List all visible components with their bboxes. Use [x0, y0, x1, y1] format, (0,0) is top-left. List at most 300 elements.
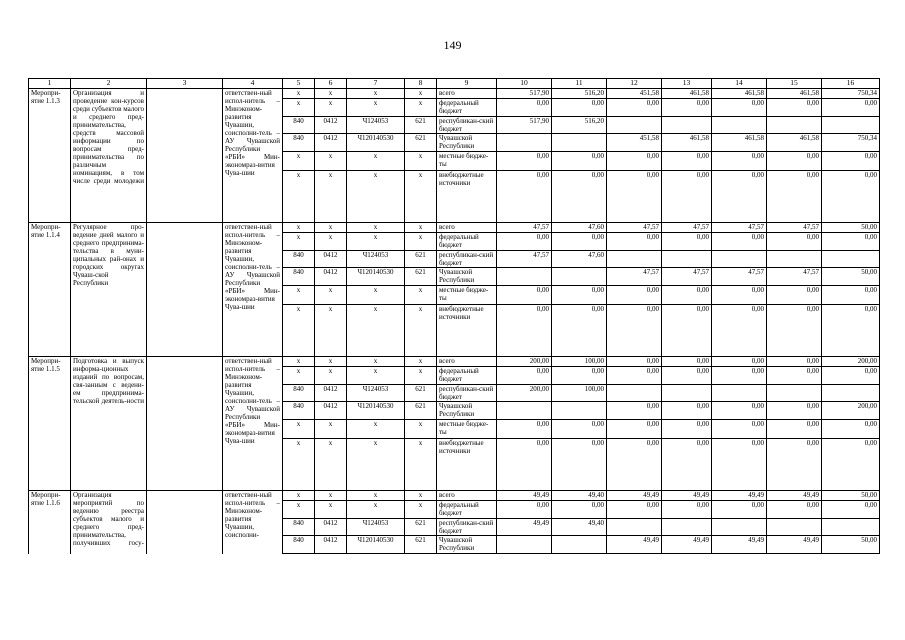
header-row — [29, 79, 880, 89]
amount-cell — [552, 536, 607, 554]
amount-cell — [607, 385, 662, 402]
code-cell: x — [283, 152, 315, 171]
amount-cell: 49,49 — [497, 491, 552, 501]
code-cell: x — [405, 367, 437, 385]
amount-cell: 0,00 — [607, 152, 662, 171]
amount-cell — [712, 117, 767, 134]
amount-cell: 0,00 — [497, 420, 552, 439]
amount-cell: 0,00 — [767, 305, 822, 357]
executor-cell: ответствен-ный испол-нитель – Минэконом-развития Чувашии, соисполни-тель – АУ Чувашской Республики «РБИ» Мин-экономраз-вития Чува-шии — [223, 223, 283, 357]
activity-code: Меропри-ятие 1.1.3 — [29, 89, 71, 223]
activity-code: Меропри-ятие 1.1.4 — [29, 223, 71, 357]
code-cell: 621 — [405, 385, 437, 402]
amount-cell — [662, 251, 712, 268]
amount-cell: 47,57 — [662, 268, 712, 286]
budget-source: федеральный бюджет — [437, 367, 497, 385]
amount-cell: 0,00 — [822, 420, 880, 439]
amount-cell: 49,49 — [607, 536, 662, 554]
amount-cell: 47,57 — [662, 223, 712, 233]
code-cell: 0412 — [315, 268, 347, 286]
budget-source: всего — [437, 491, 497, 501]
budget-source: Чувашской Республики — [437, 536, 497, 554]
code-cell: x — [283, 305, 315, 357]
executor-cell: ответствен-ный испол-нитель – Минэконом-развития Чувашии, соисполни- — [223, 491, 283, 554]
amount-cell: 0,00 — [607, 305, 662, 357]
amount-cell: 0,00 — [822, 171, 880, 223]
empty-cell — [147, 223, 223, 357]
amount-cell: 461,58 — [712, 89, 767, 99]
amount-cell: 516,20 — [552, 89, 607, 99]
amount-cell: 0,00 — [822, 305, 880, 357]
amount-cell: 49,40 — [552, 491, 607, 501]
activity-code: Меропри-ятие 1.1.6 — [29, 491, 71, 554]
code-cell: x — [315, 286, 347, 305]
amount-cell: 0,00 — [662, 305, 712, 357]
amount-cell: 0,00 — [607, 233, 662, 251]
code-cell: Ч120140530 — [347, 536, 405, 554]
code-cell: x — [405, 491, 437, 501]
amount-cell: 451,58 — [607, 134, 662, 152]
amount-cell — [607, 117, 662, 134]
amount-cell: 0,00 — [497, 233, 552, 251]
amount-cell: 0,00 — [497, 286, 552, 305]
code-cell: x — [283, 420, 315, 439]
amount-cell: 47,57 — [767, 223, 822, 233]
code-cell: x — [283, 171, 315, 223]
amount-cell: 0,00 — [767, 171, 822, 223]
amount-cell: 0,00 — [712, 286, 767, 305]
amount-cell: 0,00 — [767, 286, 822, 305]
amount-cell — [497, 402, 552, 420]
amount-cell — [767, 519, 822, 536]
amount-cell: 0,00 — [497, 305, 552, 357]
code-cell: x — [405, 99, 437, 117]
code-cell: x — [283, 357, 315, 367]
amount-cell: 0,00 — [607, 420, 662, 439]
col-header: 13 — [662, 79, 712, 89]
code-cell: x — [347, 152, 405, 171]
amount-cell: 750,34 — [822, 134, 880, 152]
code-cell: 621 — [405, 268, 437, 286]
code-cell: x — [405, 152, 437, 171]
code-cell: x — [283, 223, 315, 233]
amount-cell: 0,00 — [712, 439, 767, 491]
amount-cell: 0,00 — [662, 152, 712, 171]
amount-cell: 0,00 — [497, 501, 552, 519]
code-cell: 840 — [283, 117, 315, 134]
code-cell: x — [315, 152, 347, 171]
amount-cell: 100,00 — [552, 385, 607, 402]
code-cell: x — [315, 357, 347, 367]
amount-cell — [822, 251, 880, 268]
code-cell: x — [347, 420, 405, 439]
amount-cell: 461,58 — [767, 89, 822, 99]
code-cell: x — [405, 233, 437, 251]
code-cell: x — [347, 233, 405, 251]
amount-cell: 461,58 — [662, 134, 712, 152]
empty-cell — [147, 89, 223, 223]
amount-cell: 0,00 — [712, 305, 767, 357]
amount-cell: 0,00 — [552, 367, 607, 385]
code-cell: 840 — [283, 134, 315, 152]
amount-cell: 0,00 — [607, 367, 662, 385]
code-cell: x — [315, 89, 347, 99]
amount-cell: 0,00 — [822, 367, 880, 385]
amount-cell: 0,00 — [552, 99, 607, 117]
code-cell: x — [405, 305, 437, 357]
code-cell: 840 — [283, 536, 315, 554]
amount-cell — [712, 519, 767, 536]
amount-cell: 0,00 — [552, 305, 607, 357]
code-cell: x — [405, 171, 437, 223]
code-cell: 621 — [405, 251, 437, 268]
code-cell: x — [347, 305, 405, 357]
code-cell: 621 — [405, 402, 437, 420]
budget-source: республикан-ский бюджет — [437, 251, 497, 268]
col-header: 2 — [71, 79, 147, 89]
amount-cell: 49,40 — [552, 519, 607, 536]
code-cell: Ч124053 — [347, 385, 405, 402]
budget-source: местные бюдже-ты — [437, 420, 497, 439]
executor-cell: ответствен-ный испол-нитель – Минэконом-развития Чувашии, соисполни-тель – АУ Чувашской Республики «РБИ» Мин-экономраз-вития Чува-шии — [223, 89, 283, 223]
code-cell: x — [405, 286, 437, 305]
col-header: 4 — [223, 79, 283, 89]
amount-cell: 0,00 — [497, 99, 552, 117]
code-cell: 840 — [283, 251, 315, 268]
amount-cell — [497, 268, 552, 286]
code-cell: 0412 — [315, 536, 347, 554]
budget-source: федеральный бюджет — [437, 233, 497, 251]
amount-cell: 49,49 — [767, 491, 822, 501]
code-cell: x — [315, 439, 347, 491]
code-cell: x — [283, 233, 315, 251]
page-number: 149 — [443, 38, 462, 52]
amount-cell: 0,00 — [607, 286, 662, 305]
col-header: 5 — [283, 79, 315, 89]
code-cell: x — [405, 420, 437, 439]
amount-cell: 49,49 — [607, 491, 662, 501]
amount-cell — [822, 117, 880, 134]
amount-cell — [552, 134, 607, 152]
amount-cell: 0,00 — [607, 439, 662, 491]
code-cell: 0412 — [315, 519, 347, 536]
code-cell: Ч120140530 — [347, 402, 405, 420]
amount-cell: 0,00 — [767, 152, 822, 171]
amount-cell: 0,00 — [767, 233, 822, 251]
empty-cell — [147, 357, 223, 491]
amount-cell: 200,00 — [822, 357, 880, 367]
code-cell: x — [315, 305, 347, 357]
amount-cell: 0,00 — [552, 171, 607, 223]
amount-cell: 461,58 — [712, 134, 767, 152]
amount-cell: 0,00 — [767, 357, 822, 367]
amount-cell: 0,00 — [712, 233, 767, 251]
activity-code: Меропри-ятие 1.1.5 — [29, 357, 71, 491]
amount-cell — [712, 385, 767, 402]
amount-cell: 49,49 — [767, 536, 822, 554]
code-cell: 621 — [405, 117, 437, 134]
table-row — [29, 89, 880, 99]
amount-cell: 0,00 — [552, 501, 607, 519]
amount-cell — [497, 536, 552, 554]
amount-cell: 0,00 — [607, 357, 662, 367]
code-cell: Ч120140530 — [347, 134, 405, 152]
budget-source: федеральный бюджет — [437, 501, 497, 519]
amount-cell: 47,57 — [767, 268, 822, 286]
code-cell: Ч124053 — [347, 519, 405, 536]
amount-cell — [607, 251, 662, 268]
budget-source: республикан-ский бюджет — [437, 385, 497, 402]
activity-name: Регулярное про-ведение дней малого и среднего предпринима-тельства в муни-ципальных рай-онах и городских округах Чуваш-ской Республики — [71, 223, 147, 357]
code-cell: x — [405, 357, 437, 367]
amount-cell: 49,49 — [497, 519, 552, 536]
amount-cell — [767, 385, 822, 402]
code-cell: x — [347, 286, 405, 305]
amount-cell: 200,00 — [497, 357, 552, 367]
amount-cell: 0,00 — [767, 420, 822, 439]
code-cell: 840 — [283, 402, 315, 420]
budget-source: всего — [437, 223, 497, 233]
code-cell: x — [405, 223, 437, 233]
code-cell: x — [347, 367, 405, 385]
amount-cell: 0,00 — [712, 420, 767, 439]
amount-cell: 0,00 — [767, 99, 822, 117]
table-row — [29, 357, 880, 367]
amount-cell: 200,00 — [497, 385, 552, 402]
amount-cell: 0,00 — [767, 439, 822, 491]
amount-cell: 451,58 — [607, 89, 662, 99]
amount-cell: 47,57 — [497, 223, 552, 233]
amount-cell: 0,00 — [822, 152, 880, 171]
code-cell: 621 — [405, 519, 437, 536]
code-cell: Ч124053 — [347, 251, 405, 268]
amount-cell: 0,00 — [607, 402, 662, 420]
amount-cell: 49,49 — [712, 491, 767, 501]
col-header: 9 — [437, 79, 497, 89]
amount-cell: 0,00 — [712, 357, 767, 367]
amount-cell — [822, 385, 880, 402]
code-cell: x — [347, 439, 405, 491]
budget-source: всего — [437, 89, 497, 99]
activity-name: Организация мероприятий по ведению реестра субъектов малого и среднего пред-принимательства, получивших госу- — [71, 491, 147, 554]
amount-cell: 0,00 — [662, 233, 712, 251]
col-header: 11 — [552, 79, 607, 89]
budget-source: местные бюдже-ты — [437, 286, 497, 305]
amount-cell: 0,00 — [497, 171, 552, 223]
code-cell: 0412 — [315, 134, 347, 152]
amount-cell: 517,90 — [497, 89, 552, 99]
col-header: 15 — [767, 79, 822, 89]
amount-cell: 50,00 — [822, 268, 880, 286]
code-cell: x — [405, 501, 437, 519]
amount-cell — [822, 519, 880, 536]
activity-name: Организация и проведение кон-курсов среди субъектов малого и среднего пред-принимательства, средств массовой информации по вопросам пред-принимательства по различным номинациям, в том числе среди молодежи — [71, 89, 147, 223]
code-cell: x — [315, 420, 347, 439]
amount-cell: 47,57 — [607, 223, 662, 233]
amount-cell: 461,58 — [662, 89, 712, 99]
code-cell: x — [315, 233, 347, 251]
amount-cell: 516,20 — [552, 117, 607, 134]
amount-cell: 0,00 — [662, 420, 712, 439]
amount-cell: 0,00 — [662, 357, 712, 367]
code-cell: 840 — [283, 385, 315, 402]
amount-cell: 0,00 — [712, 501, 767, 519]
amount-cell: 47,57 — [607, 268, 662, 286]
amount-cell: 47,57 — [497, 251, 552, 268]
col-header: 14 — [712, 79, 767, 89]
code-cell: 0412 — [315, 117, 347, 134]
amount-cell — [712, 251, 767, 268]
activity-name: Подготовка и выпуск информа-ционных изданий по вопросам, свя-занным с ведени-ем предпринима-тельской деятель-ности — [71, 357, 147, 491]
code-cell: Ч124053 — [347, 117, 405, 134]
amount-cell: 0,00 — [662, 439, 712, 491]
empty-cell — [147, 491, 223, 554]
amount-cell: 0,00 — [822, 233, 880, 251]
code-cell: x — [405, 439, 437, 491]
amount-cell: 0,00 — [822, 501, 880, 519]
col-header: 7 — [347, 79, 405, 89]
amount-cell: 0,00 — [822, 99, 880, 117]
code-cell: x — [283, 286, 315, 305]
code-cell: x — [283, 501, 315, 519]
amount-cell: 0,00 — [767, 501, 822, 519]
amount-cell: 0,00 — [662, 402, 712, 420]
code-cell: x — [283, 439, 315, 491]
amount-cell: 0,00 — [712, 367, 767, 385]
amount-cell: 0,00 — [662, 367, 712, 385]
budget-source: внебюджетные источники — [437, 305, 497, 357]
amount-cell — [497, 134, 552, 152]
amount-cell: 0,00 — [662, 99, 712, 117]
col-header: 8 — [405, 79, 437, 89]
amount-cell: 47,60 — [552, 251, 607, 268]
code-cell: x — [315, 223, 347, 233]
amount-cell: 0,00 — [497, 439, 552, 491]
code-cell: 840 — [283, 519, 315, 536]
amount-cell: 0,00 — [552, 233, 607, 251]
amount-cell: 0,00 — [767, 367, 822, 385]
code-cell: x — [347, 357, 405, 367]
amount-cell: 0,00 — [712, 152, 767, 171]
amount-cell: 461,58 — [767, 134, 822, 152]
amount-cell: 517,90 — [497, 117, 552, 134]
code-cell: x — [347, 223, 405, 233]
code-cell: x — [283, 491, 315, 501]
col-header: 10 — [497, 79, 552, 89]
code-cell: 621 — [405, 134, 437, 152]
budget-source: внебюджетные источники — [437, 439, 497, 491]
amount-cell: 750,34 — [822, 89, 880, 99]
code-cell: x — [315, 171, 347, 223]
amount-cell: 200,00 — [822, 402, 880, 420]
amount-cell — [767, 117, 822, 134]
amount-cell — [607, 519, 662, 536]
code-cell: x — [347, 501, 405, 519]
code-cell: x — [315, 367, 347, 385]
code-cell: x — [315, 99, 347, 117]
code-cell: x — [347, 491, 405, 501]
amount-cell: 47,60 — [552, 223, 607, 233]
amount-cell: 47,57 — [712, 223, 767, 233]
code-cell: x — [283, 99, 315, 117]
amount-cell: 0,00 — [552, 420, 607, 439]
table-row — [29, 223, 880, 233]
col-header: 3 — [147, 79, 223, 89]
amount-cell — [552, 268, 607, 286]
amount-cell: 0,00 — [552, 152, 607, 171]
amount-cell: 50,00 — [822, 491, 880, 501]
code-cell: x — [347, 99, 405, 117]
amount-cell: 0,00 — [822, 439, 880, 491]
amount-cell: 0,00 — [712, 99, 767, 117]
amount-cell: 100,00 — [552, 357, 607, 367]
col-header: 16 — [822, 79, 880, 89]
code-cell: x — [283, 89, 315, 99]
budget-table — [28, 78, 880, 554]
amount-cell: 0,00 — [662, 501, 712, 519]
code-cell: 840 — [283, 268, 315, 286]
amount-cell — [662, 117, 712, 134]
table-row — [29, 491, 880, 501]
code-cell: 0412 — [315, 251, 347, 268]
code-cell: x — [347, 171, 405, 223]
amount-cell — [662, 519, 712, 536]
executor-cell: ответствен-ный испол-нитель – Минэконом-развития Чувашии, соисполни-тель – АУ Чувашской Республики «РБИ» Мин-экономраз-вития Чува-шии — [223, 357, 283, 491]
col-header: 6 — [315, 79, 347, 89]
budget-source: Чувашской Республики — [437, 134, 497, 152]
code-cell: 0412 — [315, 385, 347, 402]
amount-cell: 0,00 — [662, 286, 712, 305]
amount-cell: 0,00 — [712, 171, 767, 223]
amount-cell: 0,00 — [552, 439, 607, 491]
amount-cell: 0,00 — [712, 402, 767, 420]
code-cell: x — [315, 491, 347, 501]
amount-cell: 0,00 — [662, 171, 712, 223]
amount-cell: 49,49 — [662, 491, 712, 501]
budget-source: Чувашской Республики — [437, 402, 497, 420]
amount-cell — [662, 385, 712, 402]
col-header: 12 — [607, 79, 662, 89]
code-cell: x — [315, 501, 347, 519]
amount-cell — [552, 402, 607, 420]
amount-cell: 0,00 — [552, 286, 607, 305]
code-cell: x — [283, 367, 315, 385]
amount-cell: 0,00 — [497, 152, 552, 171]
code-cell: Ч120140530 — [347, 268, 405, 286]
amount-cell: 49,49 — [712, 536, 767, 554]
amount-cell: 0,00 — [497, 367, 552, 385]
amount-cell: 0,00 — [607, 501, 662, 519]
budget-source: республикан-ский бюджет — [437, 519, 497, 536]
amount-cell: 0,00 — [607, 99, 662, 117]
amount-cell: 47,57 — [712, 268, 767, 286]
amount-cell: 0,00 — [607, 171, 662, 223]
code-cell: x — [347, 89, 405, 99]
code-cell: 621 — [405, 536, 437, 554]
amount-cell: 50,00 — [822, 223, 880, 233]
col-header: 1 — [29, 79, 71, 89]
amount-cell: 50,00 — [822, 536, 880, 554]
budget-source: Чувашской Республики — [437, 268, 497, 286]
budget-source: внебюджетные источники — [437, 171, 497, 223]
amount-cell: 0,00 — [822, 286, 880, 305]
budget-source: республикан-ский бюджет — [437, 117, 497, 134]
amount-cell: 0,00 — [767, 402, 822, 420]
code-cell: 0412 — [315, 402, 347, 420]
amount-cell: 49,49 — [662, 536, 712, 554]
budget-source: всего — [437, 357, 497, 367]
budget-source: местные бюдже-ты — [437, 152, 497, 171]
